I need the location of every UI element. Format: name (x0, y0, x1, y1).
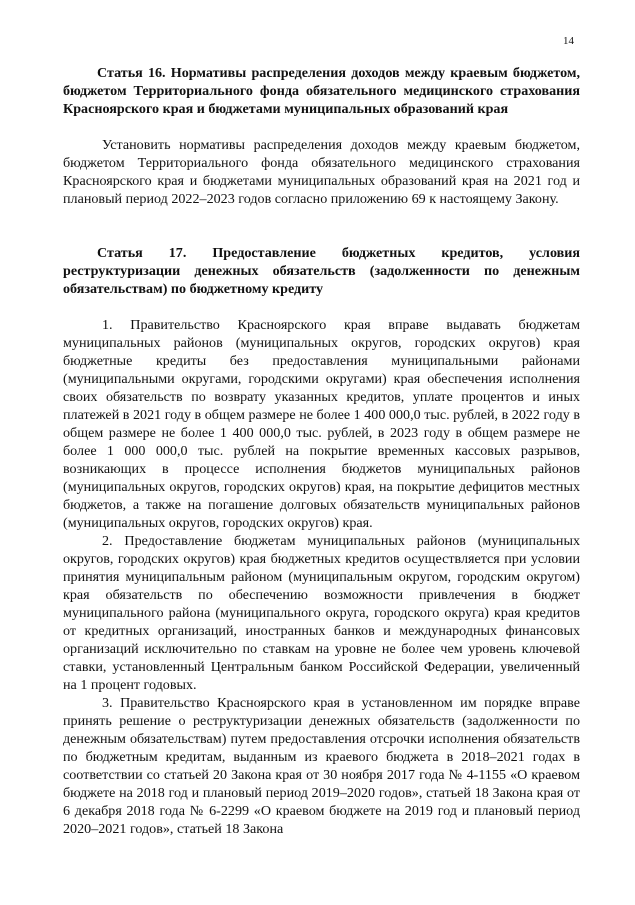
article-17-heading (63, 244, 580, 298)
page-number: 14 (563, 35, 574, 47)
article-16-heading (63, 64, 580, 118)
article-17-title: Статья 17. Предоставление бюджетных кредитов, условия реструктуризации денежных обязательств (задолженности по денежным обязательствам) по бюджетному кредиту (63, 245, 580, 297)
article-16-title: Статья 16. Нормативы распределения доходов между краевым бюджетом, бюджетом Территориального фонда обязательного медицинского страхования Красноярского края и бюджетами муниципальных образований края (63, 65, 580, 117)
article-17-paragraph: 2. Предоставление бюджетам муниципальных районов (муниципальных округов, городских округов) края бюджетных кредитов осуществляется при условии принятия муниципальным районом (муниципальным округом, городским округом) края обязательств по обеспечению возможности привлечения в бюджет муниципального района (муниципального округа, городского округа) края кредитов от кредитных организаций, иностранных банков и международных финансовых организаций исключительно по ставкам на уровне не более чем уровень ключевой ставки, установленный Центральным банком Российской Федерации, увеличенный на 1 процент годовых. (63, 533, 580, 693)
article-17-paragraph: 3. Правительство Красноярского края в установленном им порядке вправе принять решение о реструктуризации денежных обязательств (задолженности по денежным обязательствам) путем предоставления отсрочки исполнения обязательств по бюджетным кредитам, выданным из краевого бюджета в 2018–2021 годах в соответствии со статьей 20 Закона края от 30 ноября 2017 года № 4-1155 «О краевом бюджете на 2018 год и плановый период 2019–2020 годов», статьей 18 Закона края от 6 декабря 2018 года № 6-2299 «О краевом бюджете на 2019 год и плановый период 2020–2021 годов», статьей 18 Закона (63, 695, 580, 837)
article-17-paragraph: 1. Правительство Красноярского края вправе выдавать бюджетам муниципальных районов (муниципальных округов, городских округов) края бюджетные кредиты без предоставления муниципальными районами (муниципальными округами, городскими округами) края обеспечения исполнения своих обязательств по возврату указанных кредитов, уплате процентов и иных платежей в 2021 году в общем размере не более 1 400 000,0 тыс. рублей, в 2022 году в общем размере не более 1 400 000,0 тыс. рублей, в 2023 году в общем размере не более 1 000 000,0 тыс. рублей на покрытие временных кассовых разрывов, возникающих в процессе исполнения бюджетов муниципальных районов (муниципальных округов, городских округов) края, на покрытие дефицитов местных бюджетов, а также на погашение долговых обязательств муниципальных районов (муниципальных округов, городских округов) края. (63, 317, 580, 531)
article-16-text: Установить нормативы распределения доходов между краевым бюджетом, бюджетом Территориального фонда обязательного медицинского страхования Красноярского края и бюджетами муниципальных образований края на 2021 год и плановый период 2022–2023 годов согласно приложению 69 к настоящему Закону. (63, 137, 580, 207)
document-body (63, 64, 580, 838)
